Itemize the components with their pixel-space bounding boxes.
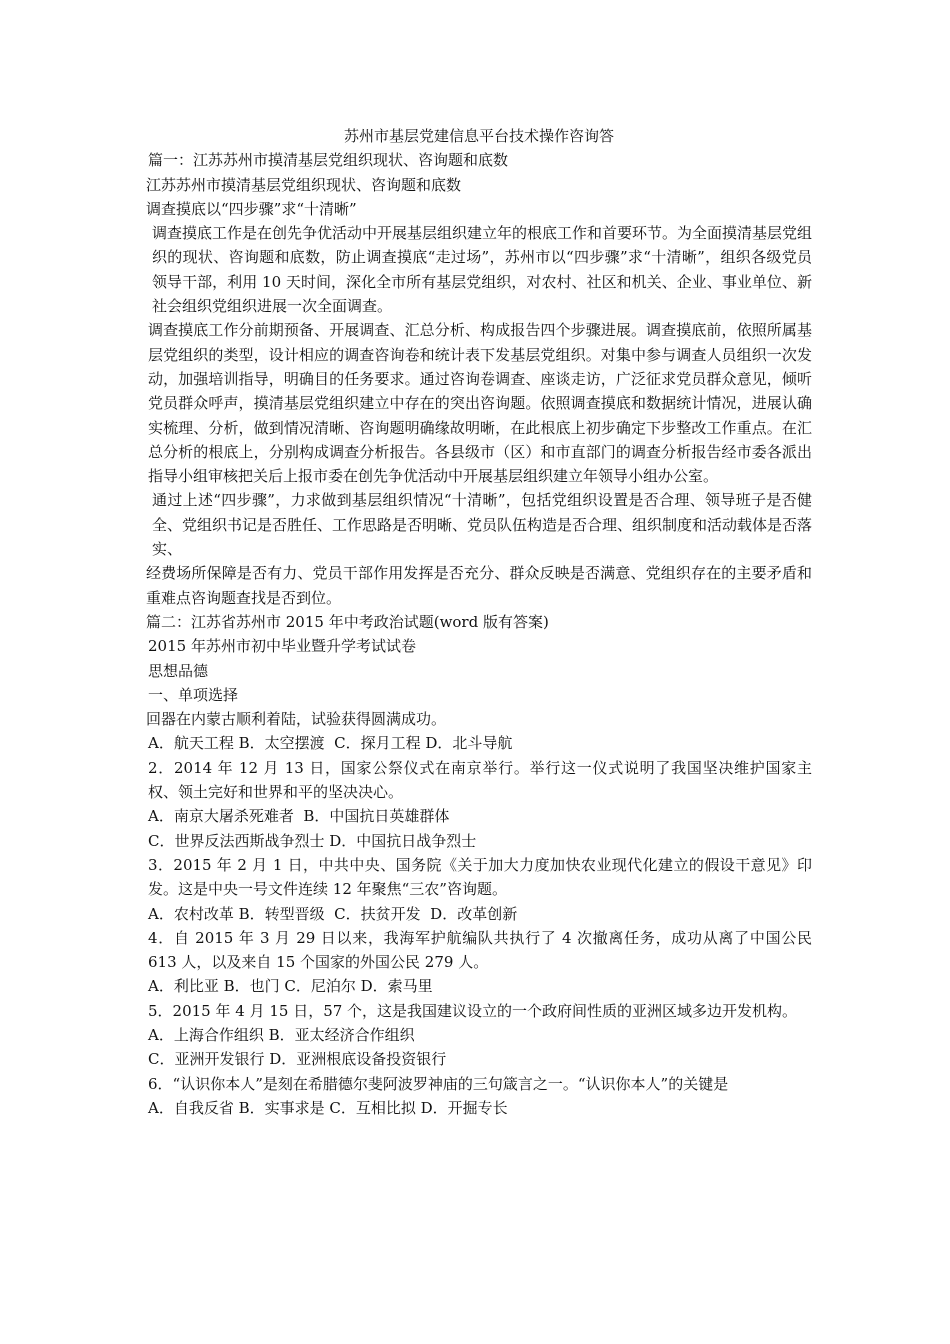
- part1-paragraph-2: 调查摸底工作分前期预备、开展调查、汇总分析、构成报告四个步骤进展。调查摸底前，依照所属基层党组织的类型，设计相应的调查咨询卷和统计表下发基层党组织。对集中参与调查人员组织一次发动，加强培训指导，明确目的任务要求。通过咨询卷调查、座谈走访，广泛征求党员群众意见，倾听党员群众呼声，摸清基层党组织建立中存在的突出咨询题。依照调查摸底和数据统计情况，进展认确实梳理、分析，做到情况清晰、咨询题明确缘故明晰，在此根底上初步确定下步整改工作重点。在汇总分析的根底上，分别构成调查分析报告。各县级市（区）和市直部门的调查分析报告经市委各派出指导小组审核把关后上报市委在创先争优活动中开展基层组织建立年领导小组办公室。: [148, 321, 812, 486]
- question-5-options-b: C．亚洲开发银行 D．亚洲根底设备投资银行: [148, 1050, 447, 1069]
- question-4-stem: 4．自 2015 年 3 月 29 日以来，我海军护航编队共执行了 4 次撤离任务，成功从离了中国公民 613 人，以及来自 15 个国家的外国公民 279 人。: [148, 928, 812, 972]
- document-title: 苏州市基层党建信息平台技术操作咨询答: [343, 127, 614, 145]
- question-2-stem: 2．2014 年 12 月 13 日，国家公祭仪式在南京举行。举行这一仪式说明了我国坚决维护国家主权、领土完好和世界和平的坚决决心。: [148, 758, 812, 802]
- part2-heading: 篇二：江苏省苏州市 2015 年中考政治试题(word 版有答案): [146, 612, 549, 631]
- part1-heading: 篇一：江苏苏州市摸清基层党组织现状、咨询题和底数: [148, 151, 509, 170]
- question-6-options: A．自我反省 B．实事求是 C．互相比拟 D．开掘专长: [148, 1098, 508, 1117]
- question-6-stem: 6．“认识你本人”是刻在希腊德尔斐阿波罗神庙的三句箴言之一。“认识你本人”的关键是: [148, 1074, 729, 1093]
- question-3-options: A．农村改革 B．转型晋级 C．扶贫开发 D．改革创新: [148, 904, 518, 923]
- question-2-options-b: C．世界反法西斯战争烈士 D．中国抗日战争烈士: [148, 831, 477, 850]
- part1-subtitle: 江苏苏州市摸清基层党组织现状、咨询题和底数: [146, 175, 462, 194]
- question-1-stem: 回器在内蒙古顺利着陆，试验获得圆满成功。: [146, 710, 447, 729]
- part1-tagline: 调查摸底以“四步骤”求“十清晰”: [146, 199, 357, 218]
- exam-title: 2015 年苏州市初中毕业暨升学考试试卷: [148, 637, 416, 656]
- document-page: [146, 124, 812, 1120]
- question-5-stem: 5．2015 年 4 月 15 日，57 个，这是我国建议设立的一个政府间性质的亚洲区域多边开发机构。: [148, 1001, 798, 1020]
- section-heading: 一、单项选择: [148, 685, 239, 704]
- part1-paragraph-1: 调查摸底工作是在创先争优活动中开展基层组织建立年的根底工作和首要环节。为全面摸清基层党组织的现状、咨询题和底数，防止调查摸底“走过场”，苏州市以“四步骤”求“十清晰”，组织各级党员领导干部，利用 10 天时间，深化全市所有基层党组织，对农村、社区和机关、企业、事业单位、新社会组织党组织进展一次全面调查。: [152, 224, 813, 316]
- question-2-options-a: A．南京大屠杀死难者 B．中国抗日英雄群体: [148, 807, 450, 826]
- question-3-stem: 3．2015 年 2 月 1 日，中共中央、国务院《关于加大力度加快农业现代化建立的假设干意见》印发。这是中央一号文件连续 12 年聚焦“三农”咨询题。: [148, 855, 812, 899]
- exam-subject: 思想品德: [148, 661, 209, 680]
- part1-paragraph-3: 通过上述“四步骤”，力求做到基层组织情况“十清晰”，包括党组织设置是否合理、领导班子是否健全、党组织书记是否胜任、工作思路是否明晰、党员队伍构造是否合理、组织制度和活动载体是否落实、: [152, 491, 813, 559]
- question-4-options: A．利比亚 B．也门 C．尼泊尔 D．索马里: [148, 977, 433, 996]
- question-1-options: A．航天工程 B．太空摆渡 C．探月工程 D．北斗导航: [148, 734, 513, 753]
- part1-paragraph-4: 经费场所保障是否有力、党员干部作用发挥是否充分、群众反映是否满意、党组织存在的主要矛盾和重难点咨询题查找是否到位。: [146, 564, 812, 607]
- question-5-options-a: A．上海合作组织 B．亚太经济合作组织: [148, 1025, 415, 1044]
